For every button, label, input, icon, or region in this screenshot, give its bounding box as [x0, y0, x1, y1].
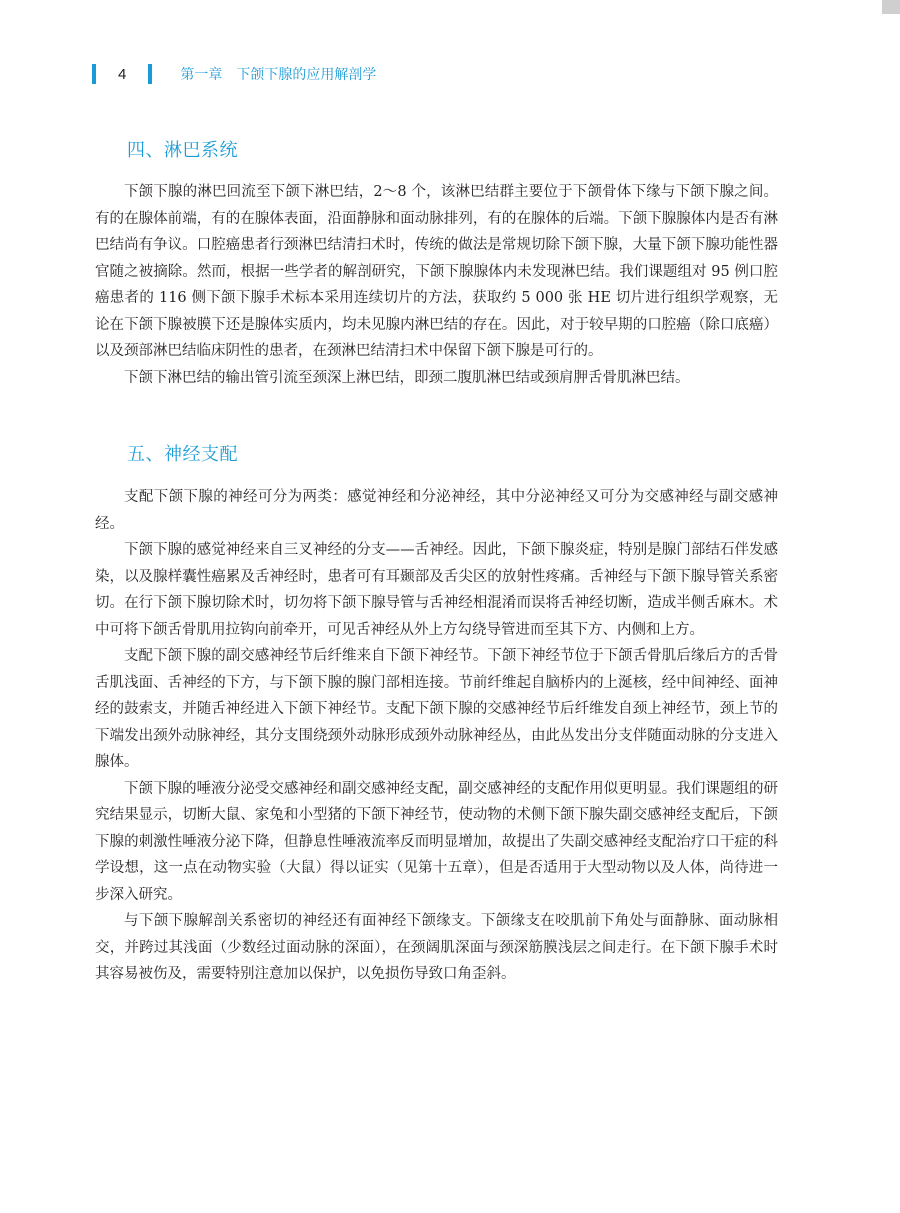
paragraph: 下颌下腺的淋巴回流至下颌下淋巴结，2～8 个，该淋巴结群主要位于下颌骨体下缘与下颌下腺之间。有的在腺体前端，有的在腺体表面，沿面静脉和面动脉排列，有的在腺体的后端。下颌下腺腺体内是否有淋巴结尚有争议。口腔癌患者行颈淋巴结清扫术时，传统的做法是常规切除下颌下腺，大量下颌下腺功能性器官随之被摘除。然而，根据一些学者的解剖研究，下颌下腺腺体内未发现淋巴结。我们课题组对 95 例口腔癌患者的 116 侧下颌下腺手术标本采用连续切片的方法，获取约 5 000 张 HE 切片进行组织学观察，无论在下颌下腺被膜下还是腺体实质内，均未见腺内淋巴结的存在。因此，对于较早期的口腔癌（除口底癌）以及颈部淋巴结临床阴性的患者，在颈淋巴结清扫术中保留下颌下腺是可行的。 — [95, 184, 778, 359]
section-heading-innervation: 五、神经支配 — [127, 444, 238, 465]
paragraph: 下颌下腺的唾液分泌受交感神经和副交感神经支配，副交感神经的支配作用似更明显。我们课题组的研究结果显示，切断大鼠、家兔和小型猪的下颌下神经节，使动物的术侧下颌下腺失副交感神经支配后，下颌下腺的刺激性唾液分泌下降，但静息性唾液流率反而明显增加，故提出了失副交感神经支配治疗口干症的科学设想，这一点在动物实验（大鼠）得以证实（见第十五章），但是否适用于大型动物以及人体，尚待进一步深入研究。 — [95, 780, 778, 903]
paragraph: 支配下颌下腺的神经可分为两类：感觉神经和分泌神经，其中分泌神经又可分为交感神经与副交感神经。 — [95, 489, 778, 532]
header-bar-left — [92, 64, 96, 84]
section-body-innervation — [95, 484, 778, 988]
running-header — [92, 63, 376, 85]
section-body-lymphatic — [95, 179, 778, 391]
paragraph: 支配下颌下腺的副交感神经节后纤维来自下颌下神经节。下颌下神经节位于下颌舌骨肌后缘后方的舌骨舌肌浅面、舌神经的下方，与下颌下腺的腺门部相连接。节前纤维起自脑桥内的上涎核，经中间神经、面神经的鼓索支，并随舌神经进入下颌下神经节。支配下颌下腺的交感神经节后纤维发自颈上神经节，颈上节的下端发出颈外动脉神经，其分支围绕颈外动脉形成颈外动脉神经丛，由此丛发出分支伴随面动脉的分支进入腺体。 — [95, 648, 778, 770]
paragraph: 下颌下淋巴结的输出管引流至颈深上淋巴结，即颈二腹肌淋巴结或颈肩胛舌骨肌淋巴结。 — [124, 369, 690, 386]
corner-mark — [882, 0, 900, 14]
header-bar-right — [148, 64, 152, 84]
paragraph: 下颌下腺的感觉神经来自三叉神经的分支——舌神经。因此，下颌下腺炎症，特别是腺门部结石伴发感染，以及腺样囊性癌累及舌神经时，患者可有耳颞部及舌尖区的放射性疼痛。舌神经与下颌下腺导管关系密切。在行下颌下腺切除术时，切勿将下颌下腺导管与舌神经相混淆而误将舌神经切断，造成半侧舌麻木。术中可将下颌舌骨肌用拉钩向前牵开，可见舌神经从外上方勾绕导管进而至其下方、内侧和上方。 — [95, 542, 778, 638]
page-number: 4 — [118, 65, 127, 83]
chapter-title: 第一章 下颌下腺的应用解剖学 — [180, 67, 377, 83]
paragraph: 与下颌下腺解剖关系密切的神经还有面神经下颌缘支。下颌缘支在咬肌前下角处与面静脉、面动脉相交，并跨过其浅面（少数经过面动脉的深面），在颈阔肌深面与颈深筋膜浅层之间走行。在下颌下腺手术时其容易被伤及，需要特别注意加以保护，以免损伤导致口角歪斜。 — [95, 913, 778, 982]
section-heading-lymphatic: 四、淋巴系统 — [127, 140, 238, 161]
